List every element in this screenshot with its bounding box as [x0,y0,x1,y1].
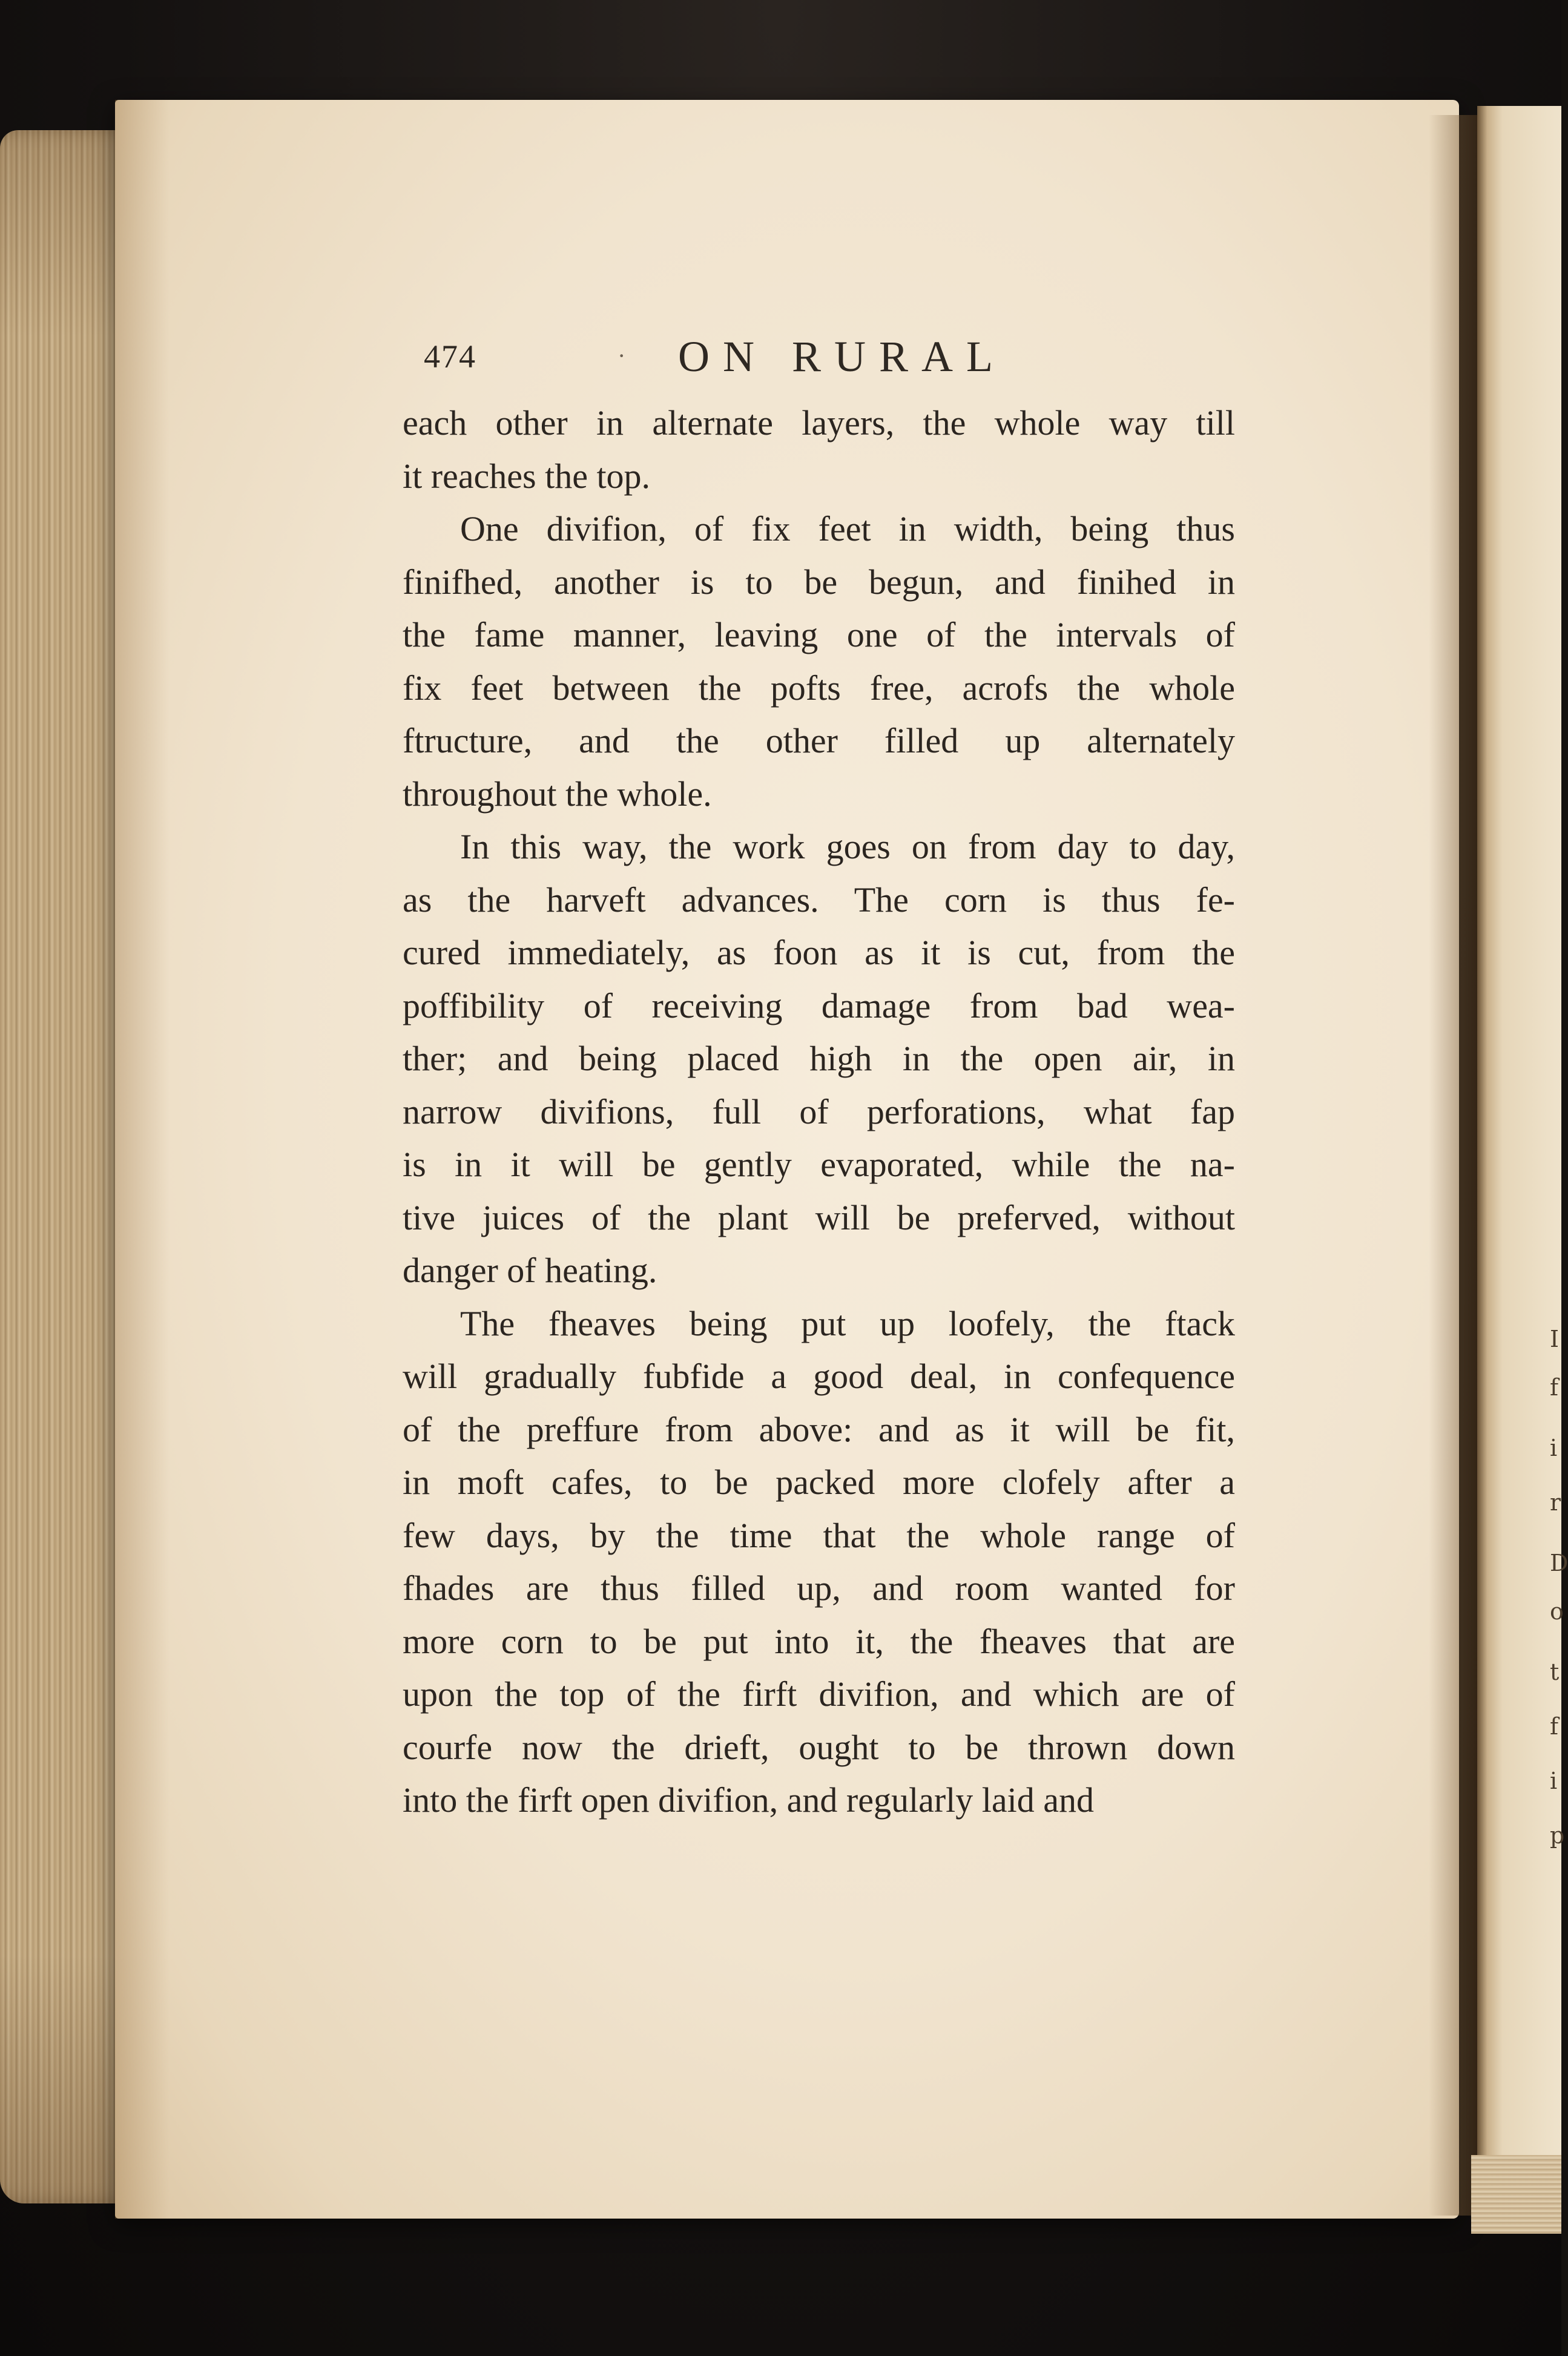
text-line: of the preffure from above: and as it will be fit, [403,1409,1235,1449]
text-line: cured immediately, as foon as it is cut, from the [403,933,1235,972]
text-line: into the firft open divifion, and regularly laid and [403,1780,1094,1820]
paragraph [403,502,1235,820]
text-line: One divifion, of fix feet in width, being thus [460,509,1235,548]
adjacent-page-char: i [1550,1768,1558,1794]
text-line: narrow divifions, full of perforations, what fap [403,1091,1235,1131]
text-line: upon the top of the firft divifion, and which are of [403,1674,1235,1714]
adjacent-page-char: f [1550,1713,1559,1740]
adjacent-page-char: i [1550,1435,1558,1461]
adjacent-page-char: r [1550,1489,1561,1516]
page-number: 474 [424,338,476,375]
adjacent-page-char: p [1550,1822,1565,1849]
page-header [424,332,1271,386]
text-line: fhades are thus filled up, and room wanted for [403,1568,1235,1608]
text-line: tive juices of the plant will be preferved, without [403,1197,1235,1237]
text-line: the fame manner, leaving one of the intervals of [403,615,1235,654]
text-line: is in it will be gently evaporated, while the na- [403,1145,1235,1184]
adjacent-page-char: t [1550,1659,1560,1685]
body-text [403,397,1235,1827]
paragraph [403,1297,1235,1827]
adjacent-page-char: I [1550,1326,1560,1352]
text-line: it reaches the top. [403,456,651,496]
adjacent-page-leaves [1471,2155,1561,2234]
page-gutter-shadow [1429,115,1483,2216]
text-line: more corn to be put into it, the fheaves that are [403,1621,1235,1661]
text-line: In this way, the work goes on from day to day, [460,827,1235,866]
paragraph [403,397,1235,502]
text-line: throughout the whole. [403,774,712,814]
text-line: as the harveft advances. The corn is thus fe- [403,880,1235,920]
header-separator: · [618,342,626,369]
text-line: poffibility of receiving damage from bad wea- [403,986,1235,1025]
text-line: danger of heating. [403,1251,657,1290]
text-line: The fheaves being put up loofely, the ftack [460,1303,1235,1343]
paragraph [403,820,1235,1297]
text-line: fix feet between the pofts free, acrofs the whole [403,668,1235,708]
text-line: will gradually fubfide a good deal, in confequence [403,1357,1235,1396]
adjacent-page-char: D [1550,1550,1568,1576]
running-head-title: ON RURAL [678,332,1007,381]
adjacent-page-char: o [1550,1598,1564,1625]
text-line: each other in alternate layers, the whole way till [403,403,1235,443]
text-line: ther; and being placed high in the open air, in [403,1039,1235,1078]
text-line: finifhed, another is to be begun, and finihed in [403,562,1235,602]
text-line: few days, by the time that the whole range of [403,1515,1235,1555]
adjacent-page-edge [1477,106,1561,2231]
running-head [618,332,1007,382]
text-line: ftructure, and the other filled up alternately [403,721,1235,760]
adjacent-page-char: f [1550,1374,1559,1401]
text-line: in moft cafes, to be packed more clofely after a [403,1463,1235,1502]
text-line: courfe now the drieft, ought to be thrown down [403,1727,1235,1767]
